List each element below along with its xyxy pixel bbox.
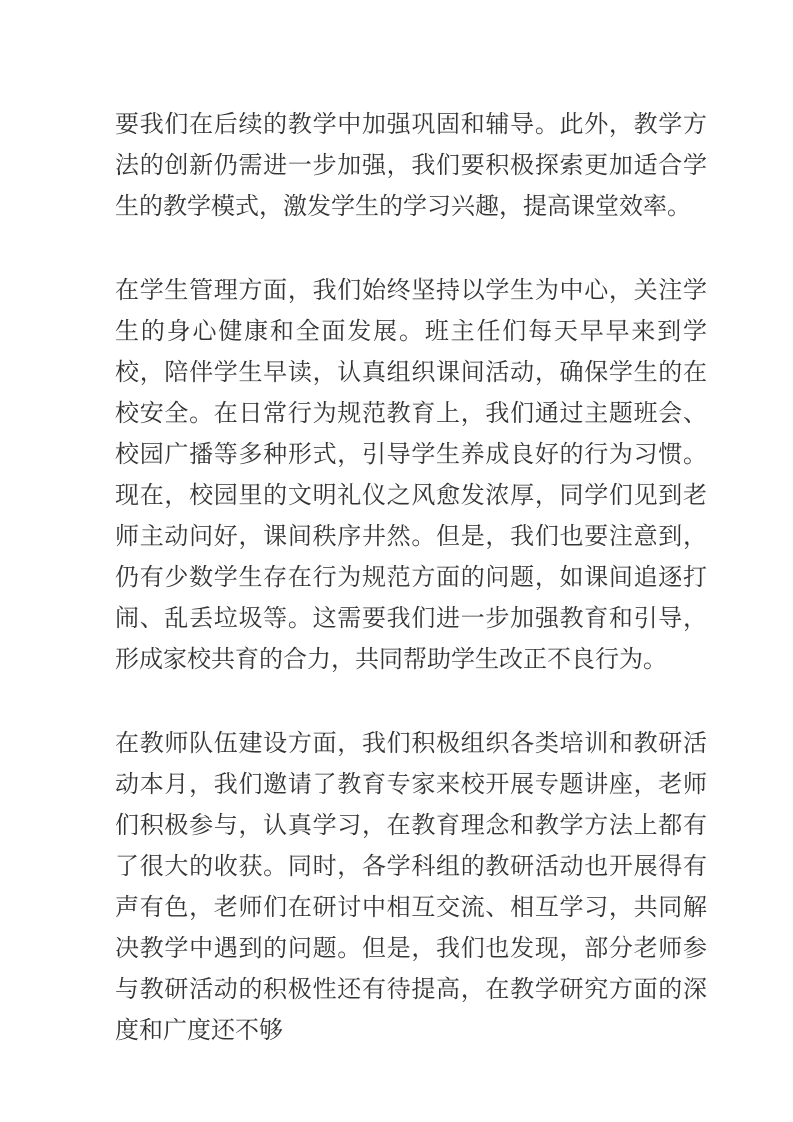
paragraph-1: 要我们在后续的教学中加强巩固和辅导。此外，教学方法的创新仍需进一步加强，我们要积极探索更加适合学生的教学模式，激发学生的学习兴趣，提高课堂效率。 [115, 111, 707, 220]
document-body [115, 104, 707, 1051]
paragraph-2: 在学生管理方面，我们始终坚持以学生为中心，关注学生的身心健康和全面发展。班主任们每天早早来到学校，陪伴学生早读，认真组织课间活动，确保学生的在校安全。在日常行为规范教育上，我们通过主题班会、校园广播等多种形式，引导学生养成良好的行为习惯。现在，校园里的文明礼仪之风愈发浓厚，同学们见到老师主动问好，课间秩序井然。但是，我们也要注意到，仍有少数学生存在行为规范方面的问题，如课间追逐打闹、乱丢垃圾等。这需要我们进一步加强教育和引导，形成家校共育的合力，共同帮助学生改正不良行为。 [115, 277, 707, 673]
paragraph-3: 在教师队伍建设方面，我们积极组织各类培训和教研活动本月，我们邀请了教育专家来校开展专题讲座，老师们积极参与，认真学习，在教育理念和教学方法上都有了很大的收获。同时，各学科组的教研活动也开展得有声有色，老师们在研讨中相互交流、相互学习，共同解决教学中遇到的问题。但是，我们也发现，部分老师参与教研活动的积极性还有待提高，在教学研究方面的深度和广度还不够 [115, 730, 707, 1044]
